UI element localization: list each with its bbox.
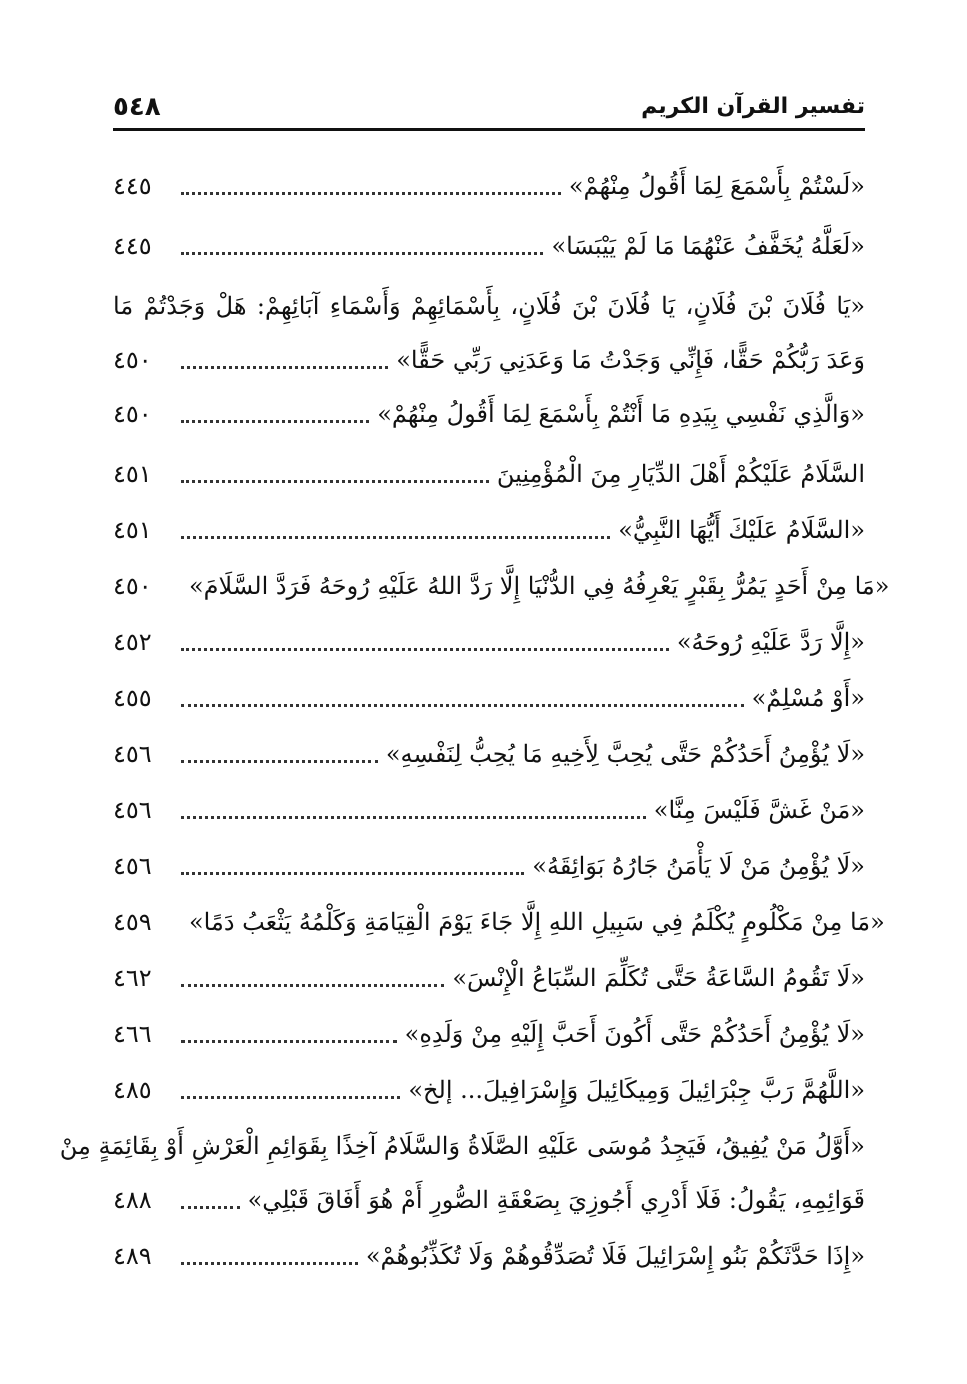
entry-line <box>113 902 885 942</box>
entry-page-number: ٤٤٥ <box>113 172 152 200</box>
entry-page-number: ٤٥٠ <box>113 572 152 600</box>
entry-page-number: ٤٥٠ <box>113 400 152 428</box>
entry-line <box>113 510 865 550</box>
dot-leader <box>181 1206 240 1209</box>
entry-line <box>113 394 865 434</box>
entry-text: «لَا يُؤْمِنُ مَنْ لَا يَأْمَنُ جَارُهُ بَوَائِقَهُ» <box>532 852 865 880</box>
entry-text: «مَا مِنْ مَكْلُومٍ يُكْلَمُ فِي سَبِيلِ اللهِ إِلَّا جَاءَ يَوْمَ الْقِيَامَةِ وَكَلْمُهُ يَثْعَبُ دَمًا» <box>189 908 885 936</box>
dot-leader <box>181 1040 397 1043</box>
entry-page-number: ٤٥٠ <box>113 346 152 374</box>
entry-text: «مَا مِنْ أَحَدٍ يَمُرُّ بِقَبْرٍ يَعْرِفُهُ فِي الدُّنْيَا إِلَّا رَدَّ اللهُ عَلَيْهِ رُوحَهُ فَرَدَّ السَّلَامَ» <box>189 572 890 600</box>
entry-page-number: ٤٥٦ <box>113 796 152 824</box>
dot-leader <box>181 760 378 763</box>
entry-line <box>113 846 865 886</box>
entry-text: وَعَدَ رَبُّكُمْ حَقًّا، فَإِنِّي وَجَدْتُ مَا وَعَدَنِي رَبِّي حَقًّا» <box>396 346 865 374</box>
dot-leader <box>181 816 646 819</box>
entry-text: «لَعَلَّهُ يُخَفَّفُ عَنْهُمَا مَا لَمْ يَيْبَسَا» <box>551 232 865 260</box>
entry-line <box>113 226 865 266</box>
entry-text: «لَا تَقُومُ السَّاعَةُ حَتَّى تُكَلِّمَ السِّبَاعُ الْإِنْسَ» <box>452 964 865 992</box>
entry-text: قَوَائِمِهِ، يَقُولُ: فَلَا أَدْرِي أَجُوزِيَ بِصَعْقَةِ الصُّورِ أَمْ هُوَ أَفَاقَ قَبْلِي» <box>247 1186 865 1214</box>
entry-line <box>113 790 865 830</box>
dot-leader <box>181 648 669 651</box>
dot-leader <box>181 704 744 707</box>
entry-line <box>113 454 865 494</box>
entry-text: «أَوْ مُسْلِمٌ» <box>751 684 865 712</box>
entry-line <box>113 678 865 718</box>
entry-text: «مَنْ غَشَّ فَلَيْسَ مِنَّا» <box>653 796 865 824</box>
entry-page-number: ٤٨٥ <box>113 1076 152 1104</box>
entry-line <box>113 340 865 380</box>
dot-leader <box>181 366 388 369</box>
entry-page-number: ٤٦٢ <box>113 964 152 992</box>
entry-page-number: ٤٥١ <box>113 460 152 488</box>
header-rule <box>113 128 865 131</box>
entry-page-number: ٤٤٥ <box>113 232 152 260</box>
entry-line <box>113 1014 865 1054</box>
dot-leader <box>181 984 444 987</box>
dot-leader <box>181 480 489 483</box>
entry-text: «السَّلَامُ عَلَيْكَ أَيُّهَا النَّبِيُّ» <box>618 516 865 544</box>
dot-leader <box>181 192 561 195</box>
entry-line <box>113 622 865 662</box>
entry-line <box>113 566 890 606</box>
entry-page-number: ٤٥٢ <box>113 628 152 656</box>
entry-text: «لَسْتُمْ بِأَسْمَعَ لِمَا أَقُولُ مِنْهُمْ» <box>568 172 865 200</box>
entry-line <box>113 734 865 774</box>
entry-line <box>113 1180 865 1220</box>
entry-page-number: ٤٥٥ <box>113 684 152 712</box>
entry-text: «إِذَا حَدَّثَكُمْ بَنُو إِسْرَائِيلَ فَلَا تُصَدِّقُوهُمْ وَلَا تُكَذِّبُوهُمْ» <box>365 1242 865 1270</box>
entry-text: «اللَّهُمَّ رَبَّ جِبْرَائِيلَ وَمِيكَائِيلَ وَإِسْرَافِيلَ... إلخ» <box>408 1076 865 1104</box>
entry-text: «يَا فُلَانَ بْنَ فُلَانٍ، يَا فُلَانَ بْنَ فُلَانٍ، بِأَسْمَائِهِمْ وَأَسْمَاءِ آبَائِهِمْ: هَلْ وَجَدْتُمْ مَا <box>113 292 865 320</box>
entry-text: «وَالَّذِي نَفْسِي بِيَدِهِ مَا أَنْتُمْ بِأَسْمَعَ لِمَا أَقُولُ مِنْهُمْ» <box>377 400 865 428</box>
dot-leader <box>181 1096 400 1099</box>
entry-text: «إِلَّا رَدَّ عَلَيْهِ رُوحَهُ» <box>676 628 865 656</box>
entry-page-number: ٤٨٩ <box>113 1242 152 1270</box>
book-title: تفسير القرآن الكريم <box>641 94 865 119</box>
page-header <box>113 88 865 128</box>
entry-page-number: ٤٥٦ <box>113 740 152 768</box>
entry-line <box>113 1236 865 1276</box>
entry-page-number: ٤٥٦ <box>113 852 152 880</box>
entry-line <box>113 958 865 998</box>
dot-leader <box>181 872 524 875</box>
dot-leader <box>181 536 610 539</box>
entry-line <box>113 166 865 206</box>
dot-leader <box>181 420 369 423</box>
page-number: ٥٤٨ <box>113 92 161 122</box>
entry-page-number: ٤٥١ <box>113 516 152 544</box>
entry-page-number: ٤٥٩ <box>113 908 152 936</box>
entry-page-number: ٤٨٨ <box>113 1186 152 1214</box>
dot-leader <box>181 252 543 255</box>
entry-text: «لَا يُؤْمِنُ أَحَدُكُمْ حَتَّى أَكُونَ أَحَبَّ إِلَيْهِ مِنْ وَلَدِهِ» <box>404 1020 865 1048</box>
entry-text: «لَا يُؤْمِنُ أَحَدُكُمْ حَتَّى يُحِبَّ لِأَخِيهِ مَا يُحِبُّ لِنَفْسِهِ» <box>385 740 865 768</box>
entry-line <box>113 1070 865 1110</box>
entry-text: «أَوَّلُ مَنْ يُفِيقُ، فَيَجِدُ مُوسَى عَلَيْهِ الصَّلَاةُ وَالسَّلَامُ آخِذًا بِقَوَائِمِ الْعَرْشِ أَوْ بِقَائِمَةٍ مِنْ <box>59 1132 865 1160</box>
entry-text: السَّلَامُ عَلَيْكُمْ أَهْلَ الدِّيَارِ مِنَ الْمُؤْمِنِينَ <box>496 460 865 488</box>
dot-leader <box>181 1262 358 1265</box>
entry-page-number: ٤٦٦ <box>113 1020 152 1048</box>
